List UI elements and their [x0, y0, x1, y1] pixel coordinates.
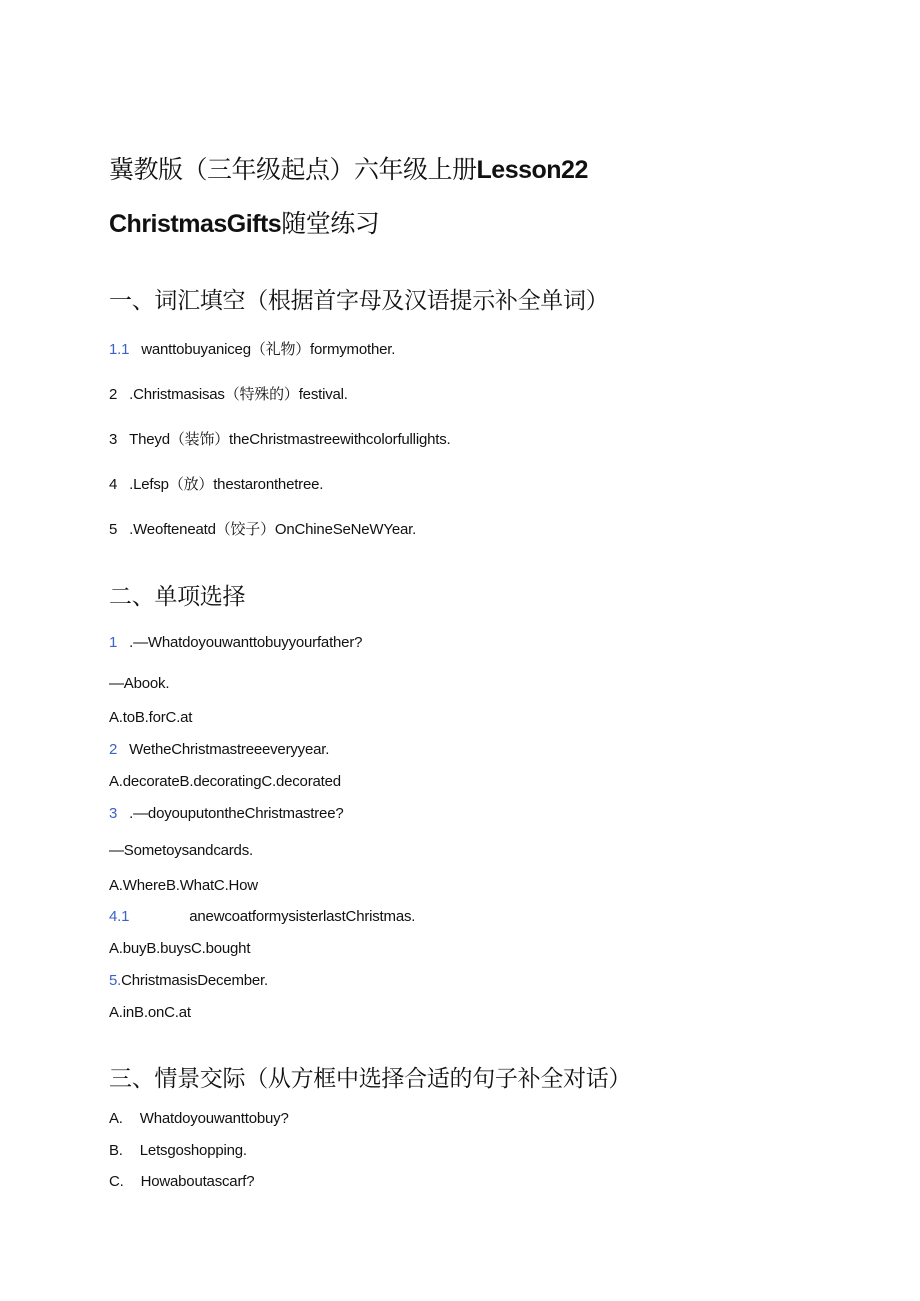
mc-options-1: A.toB.forC.at: [109, 709, 193, 726]
mc-question-1: [109, 634, 362, 651]
item-text: .Lefsp（放）thestaronthetree.: [129, 476, 324, 493]
option-text: Howaboutascarf?: [140, 1173, 255, 1190]
title-line-2: [109, 204, 379, 240]
item-number: 1: [109, 634, 118, 651]
vocab-item-5: [109, 518, 416, 539]
item-number: 4.1: [109, 908, 130, 925]
item-number: 4: [109, 476, 118, 493]
item-number: 2: [109, 741, 118, 758]
mc-options-2: A.decorateB.decoratingC.decorated: [109, 773, 341, 790]
section-heading-multiple-choice: 二、单项选择: [109, 583, 246, 609]
title-line-1: [109, 150, 588, 186]
item-text: ChristmasisDecember.: [121, 972, 268, 989]
item-text: .—Whatdoyouwanttobuyyourfather?: [129, 634, 363, 651]
mc-answer-1: —Abook.: [109, 675, 170, 692]
vocab-item-1: [109, 338, 395, 359]
item-number: 5.: [109, 972, 122, 989]
mc-options-4: A.buyB.buysC.bought: [109, 940, 251, 957]
item-text: .Christmasisas（特殊的）festival.: [129, 386, 348, 403]
option-text: Whatdoyouwanttobuy?: [139, 1110, 289, 1127]
mc-options-5: A.inB.onC.at: [109, 1004, 191, 1021]
item-text: .—doyouputontheChristmastree?: [129, 805, 344, 822]
option-text: Letsgoshopping.: [139, 1142, 247, 1159]
item-text: WetheChristmastreeeveryyear.: [129, 741, 330, 758]
mc-question-5: [109, 972, 268, 989]
mc-question-3: [109, 805, 343, 822]
item-number: 3: [109, 431, 118, 448]
item-text: wanttobuyaniceg（礼物）formymother.: [141, 341, 396, 358]
dialogue-option-c: [109, 1173, 254, 1190]
vocab-item-3: [109, 428, 450, 449]
mc-question-2: [109, 741, 329, 758]
item-text: .Weofteneatd（饺子）OnChineSeNeWYear.: [129, 521, 417, 538]
vocab-item-4: [109, 473, 323, 494]
mc-options-3: A.WhereB.WhatC.How: [109, 877, 258, 894]
mc-answer-3: —Sometoysandcards.: [109, 842, 253, 859]
item-text: Theyd（装饰）theChristmastreewithcolorfullights.: [129, 431, 451, 448]
mc-question-4: [109, 908, 415, 925]
item-text: anewcoatformysisterlastChristmas.: [189, 908, 416, 925]
section-heading-vocabulary: 一、词汇填空（根据首字母及汉语提示补全单词）: [109, 287, 609, 313]
vocab-item-2: [109, 383, 348, 404]
option-letter: B.: [109, 1142, 123, 1159]
section-heading-dialogue: 三、情景交际（从方框中选择合适的句子补全对话）: [109, 1065, 632, 1091]
option-letter: C.: [109, 1173, 124, 1190]
title-lesson: Lesson22: [476, 156, 588, 184]
dialogue-option-a: [109, 1110, 289, 1127]
title-cn: 冀教版（三年级起点）六年级上册: [109, 156, 477, 184]
item-number: 1.1: [109, 341, 130, 358]
dialogue-option-b: [109, 1142, 247, 1159]
item-number: 5: [109, 521, 118, 538]
option-letter: A.: [109, 1110, 123, 1127]
item-number: 2: [109, 386, 118, 403]
item-number: 3: [109, 805, 118, 822]
title-suffix: 随堂练习: [281, 210, 380, 238]
title-topic: ChristmasGifts: [109, 210, 282, 238]
